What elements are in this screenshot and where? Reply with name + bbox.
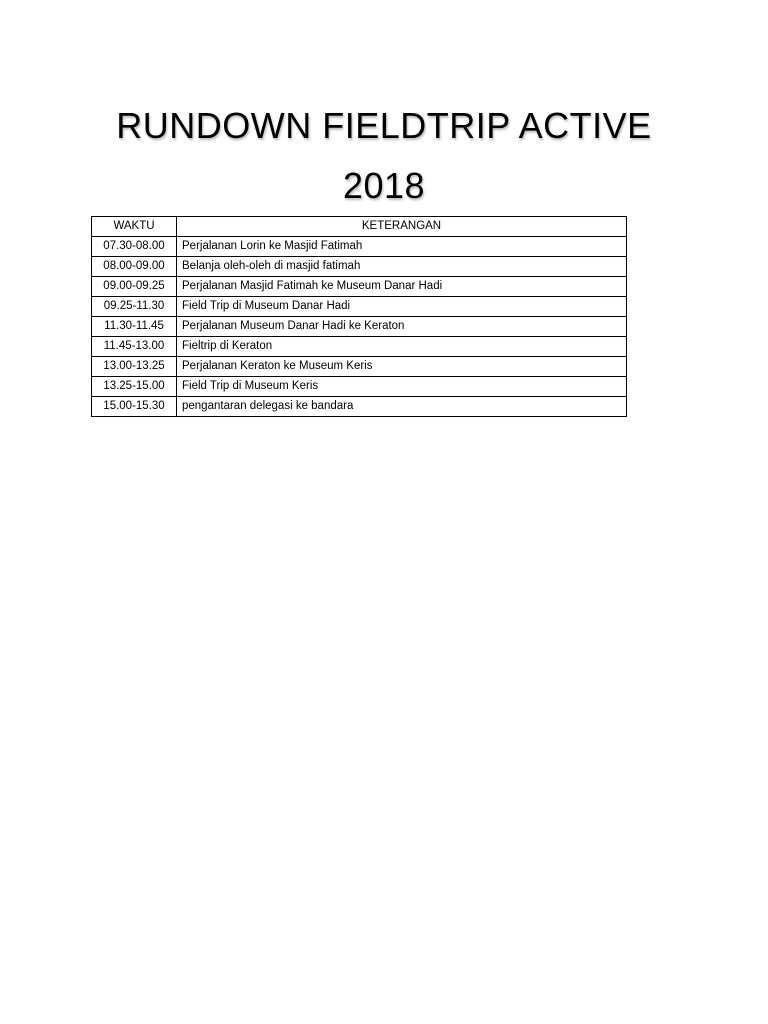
table-row — [92, 397, 627, 417]
cell-waktu: 08.00-09.00 — [92, 257, 177, 277]
cell-keterangan: Perjalanan Lorin ke Masjid Fatimah — [177, 237, 627, 257]
cell-keterangan: Fieltrip di Keraton — [177, 337, 627, 357]
table-header-row — [92, 217, 627, 237]
cell-keterangan: Perjalanan Museum Danar Hadi ke Keraton — [177, 317, 627, 337]
header-waktu: WAKTU — [92, 217, 177, 237]
table-row — [92, 237, 627, 257]
rundown-table — [91, 216, 627, 417]
cell-waktu: 09.25-11.30 — [92, 297, 177, 317]
table-row — [92, 337, 627, 357]
cell-waktu: 11.45-13.00 — [92, 337, 177, 357]
cell-waktu: 15.00-15.30 — [92, 397, 177, 417]
header-keterangan: KETERANGAN — [177, 217, 627, 237]
cell-waktu: 09.00-09.25 — [92, 277, 177, 297]
table-row — [92, 257, 627, 277]
table-row — [92, 317, 627, 337]
table-row — [92, 357, 627, 377]
cell-keterangan: Field Trip di Museum Danar Hadi — [177, 297, 627, 317]
cell-waktu: 13.25-15.00 — [92, 377, 177, 397]
cell-keterangan: Perjalanan Keraton ke Museum Keris — [177, 357, 627, 377]
document-title-year: 2018 — [342, 165, 426, 206]
cell-waktu: 13.00-13.25 — [92, 357, 177, 377]
table-row — [92, 377, 627, 397]
table-row — [92, 277, 627, 297]
document-title: RUNDOWN FIELDTRIP ACTIVE — [116, 105, 652, 146]
cell-waktu: 11.30-11.45 — [92, 317, 177, 337]
cell-keterangan: Perjalanan Masjid Fatimah ke Museum Danar Hadi — [177, 277, 627, 297]
cell-keterangan: Field Trip di Museum Keris — [177, 377, 627, 397]
table-row — [92, 297, 627, 317]
cell-waktu: 07.30-08.00 — [92, 237, 177, 257]
cell-keterangan: Belanja oleh-oleh di masjid fatimah — [177, 257, 627, 277]
cell-keterangan: pengantaran delegasi ke bandara — [177, 397, 627, 417]
